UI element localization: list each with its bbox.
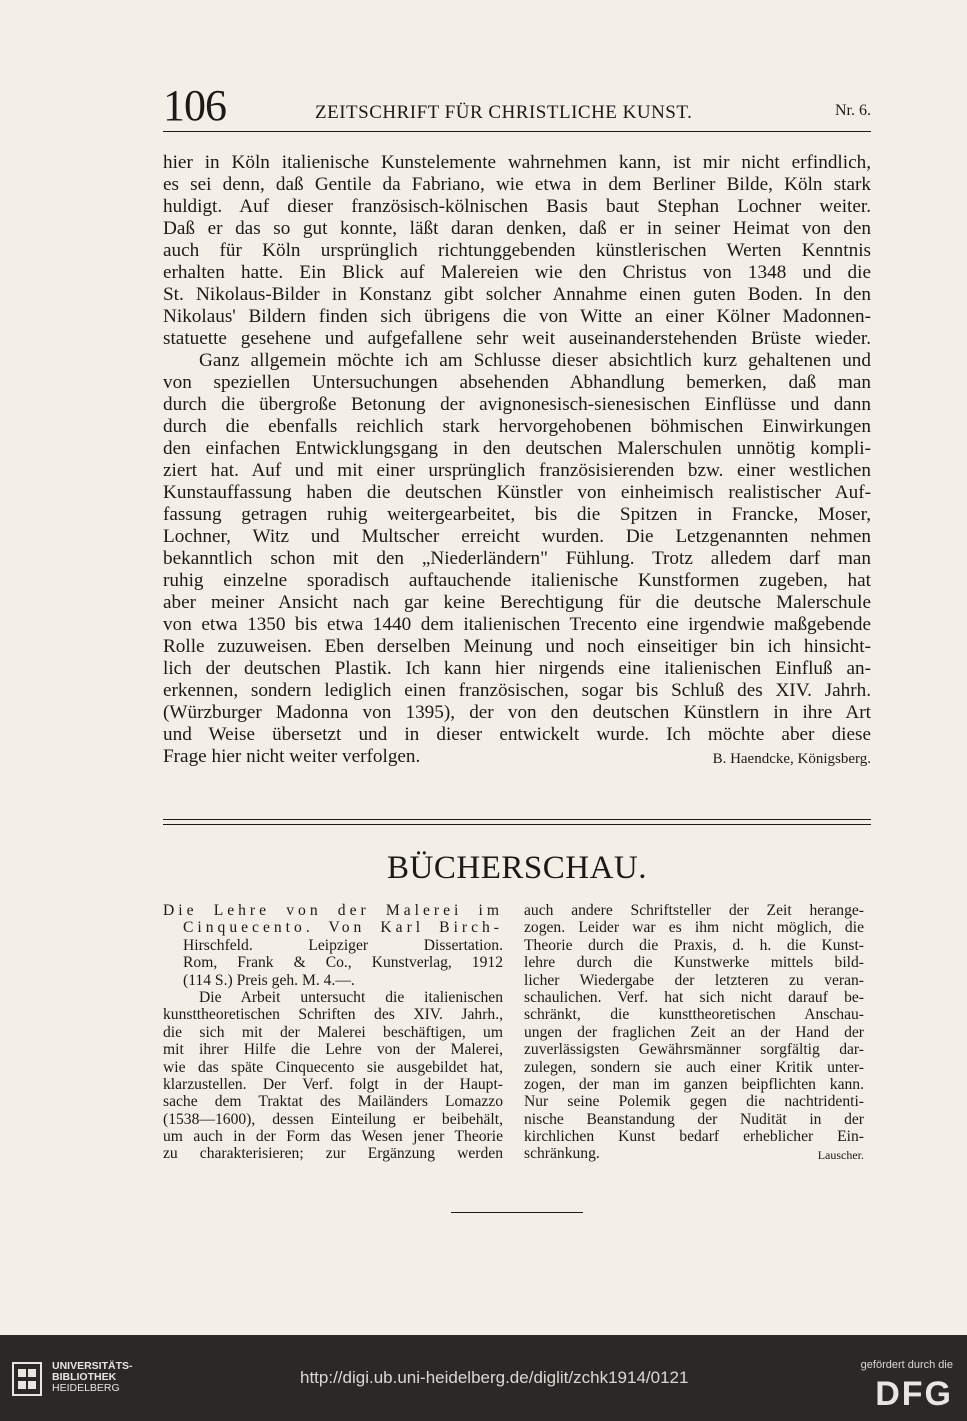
article-line: huldigt. Auf dieser französisch-kölnischen Basis baut Stephan Lochner weiter.: [163, 196, 871, 217]
article-line: durch die übergroße Betonung der avignonesisch-sienesischen Einflüsse und dann: [163, 394, 871, 415]
page-number: 106: [163, 81, 226, 130]
review-line: Rom, Frank & Co., Kunstverlag, 1912: [183, 954, 503, 972]
article-line: und Weise übersetzt und in dieser entwickelt wurde. Ich möchte aber diese: [163, 724, 871, 745]
library-name-line: BIBLIOTHEK: [52, 1371, 117, 1383]
article-line: Frage hier nicht weiter verfolgen.: [163, 746, 421, 767]
review-line: Die Arbeit untersucht die italienischen: [199, 988, 503, 1006]
source-url-link[interactable]: http://digi.ub.uni-heidelberg.de/diglit/zchk1914/0121: [300, 1368, 689, 1387]
review-line: mit ihrer Hilfe die Lehre von der Malerei,: [163, 1041, 503, 1059]
dfg-logo: DFG: [875, 1375, 953, 1413]
article-line: statuette gesehene und aufgefallene sehr weit auseinanderstehenden Brüste wieder.: [163, 328, 871, 349]
review-line: Cinquecento. Von Karl Birch-: [183, 919, 503, 937]
article-line: Lochner, Witz und Multscher erreicht wurden. Die Letzgenannten nehmen: [163, 526, 871, 547]
university-seal-icon: [12, 1362, 42, 1396]
reviewer-signature: Lauscher.: [817, 1148, 864, 1163]
review-column-right: [524, 902, 864, 1163]
review-line: ungen der fraglichen Zeit an der Hand der: [524, 1023, 864, 1041]
review-line: Die Lehre von der Malerei im: [163, 902, 503, 919]
review-line: klarzustellen. Der Verf. folgt in der Haupt-: [163, 1075, 503, 1093]
review-line: kunsttheoretischen Schriften des XIV. Jahrh.,: [163, 1006, 503, 1024]
review-line: lehre durch die Kunstwerke mittels bild-: [524, 954, 864, 972]
review-line: licher Wiedergabe der letzteren zu veran-: [524, 971, 864, 989]
library-name-line: HEIDELBERG: [52, 1382, 120, 1394]
page-header: [163, 81, 871, 130]
end-rule: [451, 1212, 583, 1213]
review-line: schaulichen. Verf. hat sich nicht darauf be-: [524, 988, 864, 1006]
article-line: von etwa 1350 bis etwa 1440 dem italienischen Trecento eine irgendwie maßgebende: [163, 614, 871, 635]
article-line: Kunstauffassung haben die deutschen Künstler von einheimisch realistischer Auf-: [163, 482, 871, 503]
article-line: Nikolaus' Bildern finden sich übrigens die von Witte an einer Kölner Madonnen-: [163, 306, 871, 327]
review-line: Theorie durch die Praxis, d. h. die Kunst-: [524, 936, 864, 954]
article-line: ziert hat. Auf und mit einer ursprünglich französisierenden bzw. einer westlichen: [163, 460, 871, 481]
issue-number: Nr. 6.: [835, 102, 871, 119]
journal-title: ZEITSCHRIFT FÜR CHRISTLICHE KUNST.: [315, 102, 693, 123]
review-line: kirchlichen Kunst bedarf erheblicher Ein-: [524, 1128, 864, 1146]
review-line: schränkt, die kunsttheoretischen Anschau-: [524, 1006, 864, 1024]
article-line: auch für Köln ursprünglich richtunggebenden künstlerischen Werten Kenntnis: [163, 240, 871, 261]
review-last-line: [524, 1145, 864, 1162]
article-line: es sei denn, daß Gentile da Fabriano, wie etwa in dem Berliner Bilde, Köln stark: [163, 174, 871, 195]
article-line: hier in Köln italienische Kunstelemente wahrnehmen kann, ist mir nicht erfindlich,: [163, 152, 871, 173]
article-line: St. Nikolaus-Bilder in Konstanz gibt solcher Annahme einen guten Boden. In den: [163, 284, 871, 305]
article-line: den einfachen Entwicklungsgang in den deutschen Malerschulen unnötig kompli-: [163, 438, 871, 459]
header-rule: [163, 131, 871, 132]
review-line: sache dem Traktat des Mailänders Lomazzo: [163, 1093, 503, 1111]
footer-bar: [0, 1335, 967, 1421]
article-line: von speziellen Untersuchungen absehenden Abhandlung bemerken, daß man: [163, 372, 871, 393]
article-body: [163, 152, 871, 768]
review-line: Nur seine Polemik gegen die nachtridenti-: [524, 1093, 864, 1111]
article-line: ruhig einzelne sporadisch auftauchende italienische Kunstformen zugeben, hat: [163, 570, 871, 591]
article-line: fassung getragen ruhig weitergearbeitet, bis die Spitzen in Francke, Moser,: [163, 504, 871, 525]
review-line: (114 S.) Preis geh. M. 4.—.: [183, 971, 355, 989]
review-column-left: [163, 902, 503, 1163]
review-line: zuverlässigsten Gewährsmänner sorgfältig dar-: [524, 1041, 864, 1059]
section-title: BÜCHERSCHAU.: [387, 850, 647, 886]
article-line: bekanntlich schon mit den „Niederländern" Fühlung. Trotz alledem darf man: [163, 548, 871, 569]
review-line: um auch in der Form das Wesen jener Theorie: [163, 1128, 503, 1146]
article-line: erkennen, sondern lediglich einen französischen, sogar bis Schluß des XIV. Jahrh.: [163, 680, 871, 701]
review-line: Hirschfeld. Leipziger Dissertation.: [183, 936, 503, 954]
review-line: nische Beanstandung der Nudität in der: [524, 1110, 864, 1128]
review-line: schränkung.: [524, 1145, 600, 1163]
article-line: Daß er das so gut konnte, läßt daran denken, daß er in seiner Heimat von den: [163, 218, 871, 239]
section-rule-top: [163, 819, 871, 820]
article-line: erhalten hatte. Ein Blick auf Malereien wie den Christus von 1348 und die: [163, 262, 871, 283]
review-line: wie das späte Cinquecento sie ausgebildet hat,: [163, 1058, 503, 1076]
article-line: Ganz allgemein möchte ich am Schlusse dieser absichtlich kurz gehaltenen und: [199, 350, 871, 371]
author-signature: B. Haendcke, Königsberg.: [712, 751, 871, 767]
review-line: (1538—1600), dessen Einteilung er beibehält,: [163, 1110, 503, 1128]
review-line: zogen, der man im ganzen beipflichten kann.: [524, 1075, 864, 1093]
article-line: Rolle zuzuweisen. Eben derselben Meinung und noch einseitiger bin ich hinsicht-: [163, 636, 871, 657]
section-rule-bottom: [163, 824, 871, 825]
review-line: zulegen, sondern sie auch einer Kritik unter-: [524, 1058, 864, 1076]
library-name-line: UNIVERSITÄTS-: [52, 1360, 133, 1372]
article-line: (Würzburger Madonna von 1395), der von den deutschen Künstlern in ihre Art: [163, 702, 871, 723]
funded-by-label: gefördert durch die: [860, 1359, 953, 1371]
article-line: durch die ebenfalls reichlich stark hervorgehobenen böhmischen Einwirkungen: [163, 416, 871, 437]
review-line: zogen. Leider war es ihm nicht möglich, die: [524, 919, 864, 937]
library-logo-text: [52, 1361, 133, 1394]
article-line: aber meiner Ansicht nach gar keine Berechtigung für die deutsche Malerschule: [163, 592, 871, 613]
review-line: zu charakterisieren; zur Ergänzung werden: [163, 1145, 503, 1163]
review-line: auch andere Schriftsteller der Zeit herange-: [524, 902, 864, 919]
article-last-line: [163, 746, 871, 768]
article-line: lich der deutschen Plastik. Ich kann hier nirgends eine italienischen Einfluß an-: [163, 658, 871, 679]
review-line: die sich mit der Malerei beschäftigen, um: [163, 1023, 503, 1041]
